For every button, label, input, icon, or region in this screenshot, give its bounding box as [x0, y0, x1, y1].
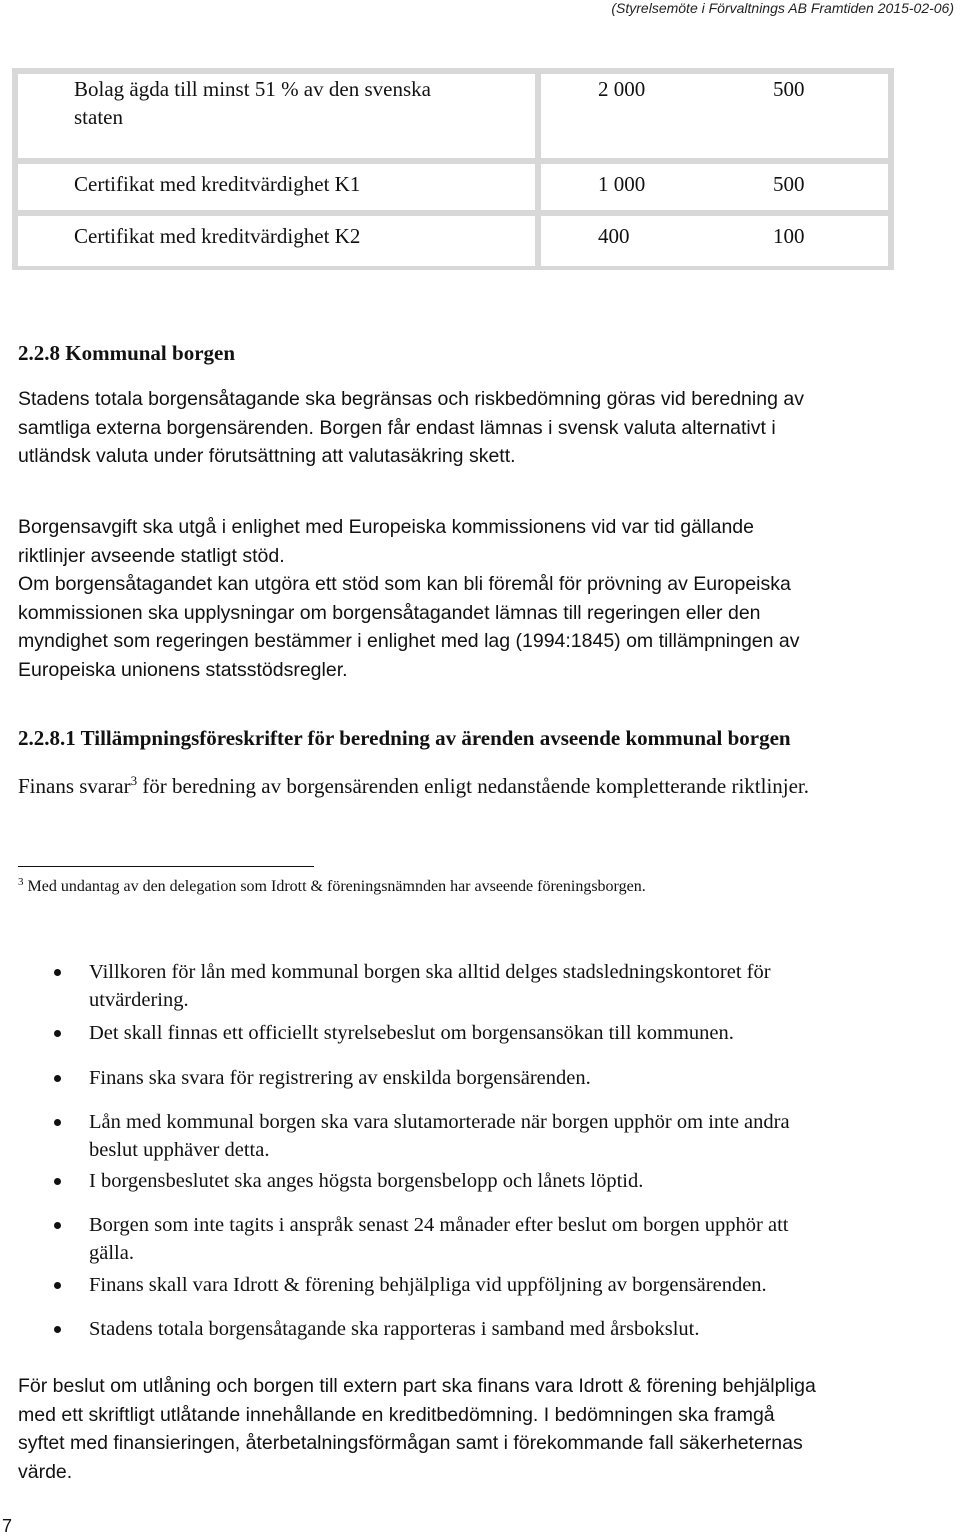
table-cell-value: 500 — [773, 77, 805, 101]
text-line: För beslut om utlåning och borgen till extern part ska finans vara Idrott & förening behjälpliga — [18, 1375, 816, 1397]
text-line: kommissionen ska upplysningar om borgensåtagandet lämnas till regeringen eller den — [18, 601, 761, 624]
list-item: Stadens totala borgensåtagande ska rapporteras i samband med årsbokslut. — [89, 1315, 919, 1343]
document-header: (Styrelsemöte i Förvaltnings AB Framtiden 2015-02-06) — [611, 0, 954, 16]
paragraph-eu-stod — [18, 570, 923, 684]
table-row-label: staten — [74, 105, 123, 129]
text-line: med ett skriftligt utlåtande innehållande en kreditbedömning. I bedömningen ska framgå — [18, 1403, 775, 1426]
table-cell — [541, 164, 888, 210]
bullet-icon — [54, 1222, 61, 1229]
list-item: Lån med kommunal borgen ska vara slutamorterade när borgen upphör om inte andra beslut upphäver detta. — [89, 1108, 919, 1164]
text-line: riktlinjer avseende statligt stöd. — [18, 544, 285, 567]
table-row-label: Bolag ägda till minst 51 % av den svenska — [74, 77, 431, 101]
bullet-icon — [54, 1030, 61, 1037]
text-line: syftet med finansieringen, återbetalningsförmågan samt i förekommande fall säkerheternas — [18, 1432, 803, 1454]
section-heading: 2.2.8 Kommunal borgen — [18, 341, 236, 365]
table-row-label: Certifikat med kreditvärdighet K2 — [74, 224, 361, 248]
text-line: värde. — [18, 1460, 73, 1483]
footnote — [18, 876, 646, 896]
table-cell — [541, 74, 888, 158]
footnote-number: 3 — [18, 876, 24, 888]
page-number: 7 — [2, 1516, 13, 1536]
table-cell — [541, 216, 888, 266]
bullet-icon — [54, 1282, 61, 1289]
text-line: Om borgensåtagandet kan utgöra ett stöd som kan bli föremål för prövning av Europeiska — [18, 573, 791, 595]
footnote-reference: 3 — [130, 773, 138, 788]
table-cell-value: 400 — [598, 224, 630, 248]
text-line: Borgensavgift ska utgå i enlighet med Europeiska kommissionens vid var tid gällande — [18, 516, 754, 538]
bullet-icon — [54, 969, 61, 976]
list-item: Borgen som inte tagits i anspråk senast 24 månader efter beslut om borgen upphör att gälla. — [89, 1211, 919, 1267]
text-line: Stadens totala borgensåtagande ska begränsas och riskbedömning göras vid beredning av — [18, 388, 804, 410]
list-item: Finans skall vara Idrott & förening behjälpliga vid uppföljning av borgensärenden. — [89, 1271, 919, 1299]
text-line: myndighet som regeringen bestämmer i enlighet med lag (1994:1845) om tillämpningen av — [18, 630, 800, 652]
bullet-icon — [54, 1075, 61, 1082]
text-line: Europeiska unionens statsstödsregler. — [18, 658, 348, 681]
bullet-icon — [54, 1326, 61, 1333]
bullet-icon — [54, 1119, 61, 1126]
limit-table — [12, 68, 894, 270]
bullet-icon — [54, 1178, 61, 1185]
paragraph-borgensavgift — [18, 513, 923, 570]
list-item: Det skall finnas ett officiellt styrelsebeslut om borgensansökan till kommunen. — [89, 1019, 919, 1047]
paragraph-closing — [18, 1372, 948, 1486]
table-cell-value: 2 000 — [598, 77, 646, 101]
footnote-separator — [18, 866, 314, 867]
table-cell-value: 500 — [773, 172, 805, 196]
table-row-label: Certifikat med kreditvärdighet K1 — [74, 172, 361, 196]
subsection-heading: 2.2.8.1 Tillämpningsföreskrifter för beredning av ärenden avseende kommunal borgen — [18, 726, 791, 750]
list-item: Finans ska svara för registrering av enskilda borgensärenden. — [89, 1064, 919, 1092]
list-item: I borgensbeslutet ska anges högsta borgensbelopp och lånets löptid. — [89, 1167, 919, 1195]
table-cell-value: 1 000 — [598, 172, 646, 196]
footnote-text: Med undantag av den delegation som Idrott & föreningsnämnden har avseende föreningsborgen. — [27, 878, 646, 895]
table-cell-value: 100 — [773, 224, 805, 248]
paragraph-borgen-limits — [18, 385, 923, 471]
text-line: utländsk valuta under förutsättning att valutasäkring skett. — [18, 445, 516, 467]
text-line: samtliga externa borgensärenden. Borgen får endast lämnas i svensk valuta alternativt i — [18, 416, 776, 439]
list-item: Villkoren för lån med kommunal borgen ska alltid delges stadsledningskontoret för utvärdering. — [89, 958, 919, 1014]
paragraph-finans-intro: Finans svarar$^3$ för beredning av borgensärenden enligt nedanstående kompletterande riktlinjer. — [18, 773, 810, 798]
